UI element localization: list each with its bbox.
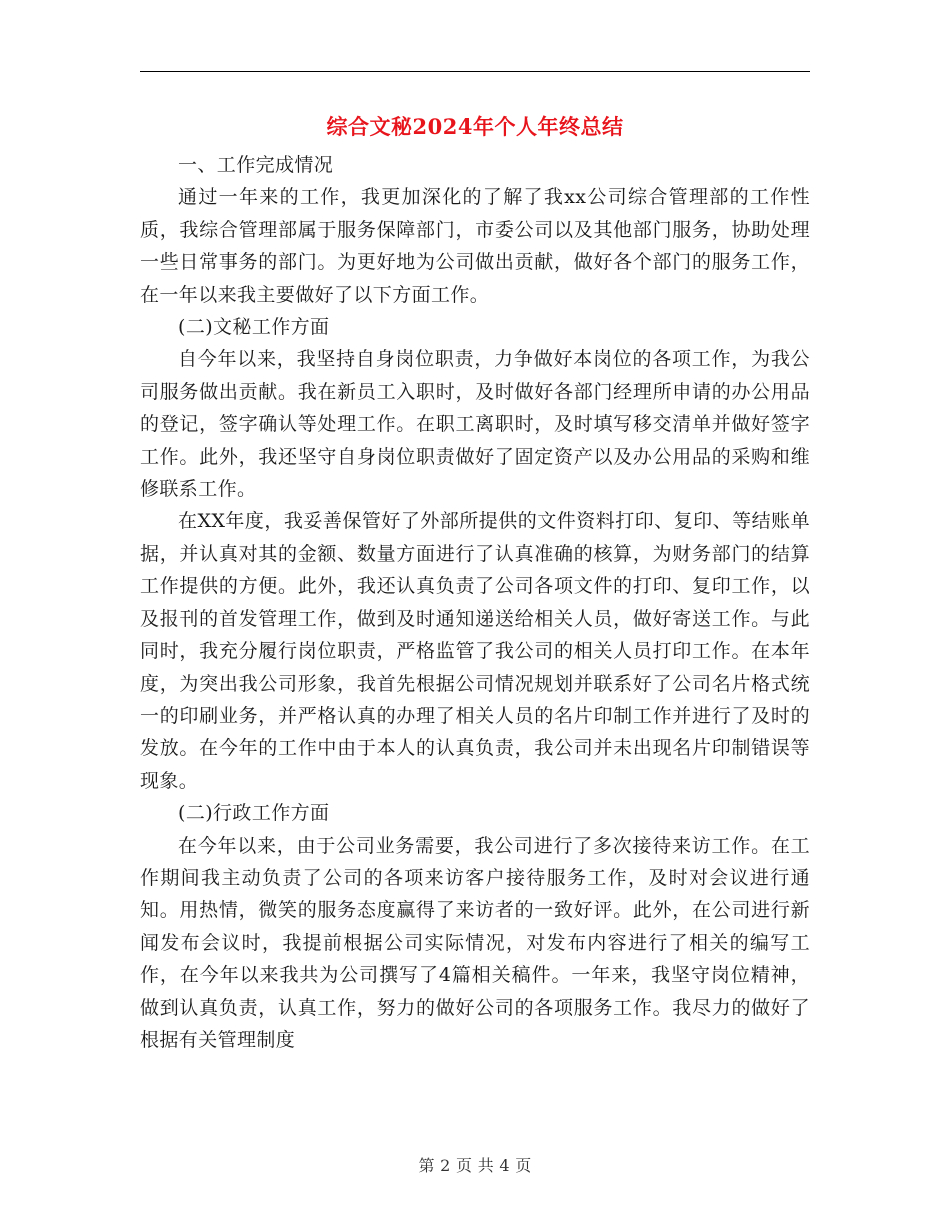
- paragraph-intro: 通过一年来的工作，我更加深化的了解了我xx公司综合管理部的工作性质，我综合管理部属于服务保障部门，市委公司以及其他部门服务，协助处理一些日常事务的部门。为更好地为公司做出贡献，做好各个部门的服务工作，在一年以来我主要做好了以下方面工作。: [140, 186, 810, 306]
- section-heading-work-completion: 一、工作完成情况: [178, 154, 334, 176]
- section-heading-administrative: (二)行政工作方面: [178, 802, 330, 825]
- document-body: [140, 149, 810, 1056]
- paragraph-xx-year: 在XX年度，我妥善保管好了外部所提供的文件资料打印、复印、等结账单据，并认真对其的金额、数量方面进行了认真准确的核算，为财务部门的结算工作提供的方便。此外，我还认真负责了公司各项文件的打印、复印工作，以及报刊的首发管理工作，做到及时通知递送给相关人员，做好寄送工作。与此同时，我充分履行岗位职责，严格监管了我公司的相关人员打印工作。在本年度，为突出我公司形象，我首先根据公司情况规划并联系好了公司名片格式统一的印刷业务，并严格认真的办理了相关人员的名片印制工作并进行了及时的发放。在今年的工作中由于本人的认真负责，我公司并未出现名片印制错误等现象。: [140, 510, 810, 792]
- section-heading-secretarial: (二)文秘工作方面: [178, 316, 330, 339]
- header-rule: [140, 71, 810, 72]
- paragraph-administrative: 在今年以来，由于公司业务需要，我公司进行了多次接待来访工作。在工作期间我主动负责了公司的各项来访客户接待服务工作，及时对会议进行通知。用热情，微笑的服务态度赢得了来访者的一致好评。此外，在公司进行新闻发布会议时，我提前根据公司实际情况，对发布内容进行了相关的编写工作，在今年以来我共为公司撰写了4篇相关稿件。一年来，我坚守岗位精神，做到认真负责，认真工作，努力的做好公司的各项服务工作。我尽力的做好了根据有关管理制度: [140, 834, 810, 1051]
- document-title: 综合文秘2024年个人年终总结: [326, 114, 624, 139]
- paragraph-secretarial: 自今年以来，我坚持自身岗位职责，力争做好本岗位的各项工作，为我公司服务做出贡献。我在新员工入职时，及时做好各部门经理所申请的办公用品的登记，签字确认等处理工作。在职工离职时，及时填写移交清单并做好签字工作。此外，我还坚守自身岗位职责做好了固定资产以及办公用品的采购和维修联系工作。: [140, 348, 810, 501]
- page-footer: 第 2 页 共 4 页: [418, 1156, 532, 1175]
